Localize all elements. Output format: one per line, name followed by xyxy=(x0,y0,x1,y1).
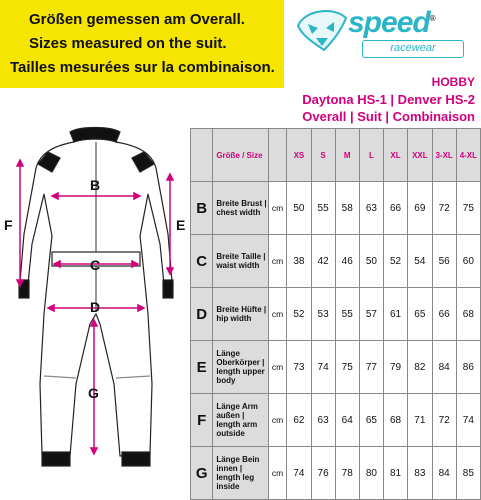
size-table xyxy=(190,128,481,500)
label-c: C xyxy=(90,257,101,273)
heading-hobby: HOBBY xyxy=(431,75,475,89)
cell-value: 62 xyxy=(287,394,311,447)
row-letter: D xyxy=(191,288,213,341)
cell-value: 52 xyxy=(287,288,311,341)
label-d: D xyxy=(90,299,101,315)
label-f: F xyxy=(4,217,13,233)
size-col: L xyxy=(359,129,383,182)
row-unit: cm xyxy=(268,182,287,235)
cell-value: 58 xyxy=(335,182,359,235)
banner-line-fr: Tailles mesurées sur la combinaison. xyxy=(10,59,275,76)
table-row xyxy=(191,235,481,288)
row-letter: F xyxy=(191,394,213,447)
cell-value: 73 xyxy=(287,341,311,394)
row-unit: cm xyxy=(268,288,287,341)
cell-value: 84 xyxy=(432,447,456,500)
row-label: Länge Arm außen | length arm outside xyxy=(213,394,268,447)
row-unit: cm xyxy=(268,341,287,394)
brand-name: speed xyxy=(348,6,430,39)
cell-value: 80 xyxy=(359,447,383,500)
table-row xyxy=(191,182,481,235)
cell-value: 64 xyxy=(335,394,359,447)
label-g: G xyxy=(88,385,99,401)
size-col: 4-XL xyxy=(456,129,480,182)
cell-value: 63 xyxy=(359,182,383,235)
row-label: Breite Taille | waist width xyxy=(213,235,268,288)
cell-value: 82 xyxy=(408,341,432,394)
cell-value: 68 xyxy=(383,394,407,447)
cell-value: 76 xyxy=(311,447,335,500)
cell-value: 79 xyxy=(383,341,407,394)
row-unit: cm xyxy=(268,447,287,500)
cell-value: 50 xyxy=(287,182,311,235)
size-col: M xyxy=(335,129,359,182)
product-headings xyxy=(302,74,475,125)
row-label: Breite Hüfte | hip width xyxy=(213,288,268,341)
row-letter: G xyxy=(191,447,213,500)
banner-line-de: Größen gemessen am Overall. xyxy=(29,11,245,28)
size-col: XS xyxy=(287,129,311,182)
cell-value: 56 xyxy=(432,235,456,288)
cell-value: 63 xyxy=(311,394,335,447)
brand-sub: racewear xyxy=(362,40,464,58)
cell-value: 65 xyxy=(359,394,383,447)
cell-value: 86 xyxy=(456,341,480,394)
suit-diagram xyxy=(0,124,196,476)
cell-value: 54 xyxy=(408,235,432,288)
cell-value: 61 xyxy=(383,288,407,341)
cell-value: 38 xyxy=(287,235,311,288)
cell-value: 74 xyxy=(311,341,335,394)
cell-value: 50 xyxy=(359,235,383,288)
cell-value: 78 xyxy=(335,447,359,500)
size-col: XXL xyxy=(408,129,432,182)
row-letter: E xyxy=(191,341,213,394)
registered-mark: ® xyxy=(429,14,435,23)
cell-value: 66 xyxy=(383,182,407,235)
cell-value: 65 xyxy=(408,288,432,341)
cell-value: 68 xyxy=(456,288,480,341)
cell-value: 60 xyxy=(456,235,480,288)
info-banner xyxy=(0,0,284,88)
cell-value: 75 xyxy=(456,182,480,235)
cell-value: 71 xyxy=(408,394,432,447)
size-col: XL xyxy=(383,129,407,182)
cell-value: 81 xyxy=(383,447,407,500)
table-row xyxy=(191,288,481,341)
cell-value: 72 xyxy=(432,394,456,447)
cell-value: 74 xyxy=(456,394,480,447)
row-label: Länge Bein innen | length leg inside xyxy=(213,447,268,500)
table-row xyxy=(191,447,481,500)
row-letter: C xyxy=(191,235,213,288)
cell-value: 52 xyxy=(383,235,407,288)
cell-value: 42 xyxy=(311,235,335,288)
cell-value: 85 xyxy=(456,447,480,500)
row-letter: B xyxy=(191,182,213,235)
cell-value: 83 xyxy=(408,447,432,500)
cell-value: 72 xyxy=(432,182,456,235)
banner-line-en: Sizes measured on the suit. xyxy=(29,35,227,52)
cell-value: 66 xyxy=(432,288,456,341)
cell-value: 57 xyxy=(359,288,383,341)
cell-value: 69 xyxy=(408,182,432,235)
heading-type: Overall | Suit | Combinaison xyxy=(302,109,475,124)
heading-models: Daytona HS-1 | Denver HS-2 xyxy=(302,92,475,107)
label-b: B xyxy=(90,177,101,193)
cell-value: 46 xyxy=(335,235,359,288)
table-row xyxy=(191,394,481,447)
row-unit: cm xyxy=(268,235,287,288)
row-label: Länge Oberkörper | length upper body xyxy=(213,341,268,394)
cell-value: 55 xyxy=(311,182,335,235)
size-col: S xyxy=(311,129,335,182)
cell-value: 75 xyxy=(335,341,359,394)
cell-value: 84 xyxy=(432,341,456,394)
size-col: 3-XL xyxy=(432,129,456,182)
row-unit: cm xyxy=(268,394,287,447)
tiger-head-icon xyxy=(294,4,350,58)
row-label: Breite Brust | chest width xyxy=(213,182,268,235)
cell-value: 55 xyxy=(335,288,359,341)
label-e: E xyxy=(176,217,186,233)
cell-value: 53 xyxy=(311,288,335,341)
size-header: Größe / Size xyxy=(213,129,268,182)
table-row xyxy=(191,341,481,394)
cell-value: 77 xyxy=(359,341,383,394)
brand-logo xyxy=(292,2,478,60)
cell-value: 74 xyxy=(287,447,311,500)
